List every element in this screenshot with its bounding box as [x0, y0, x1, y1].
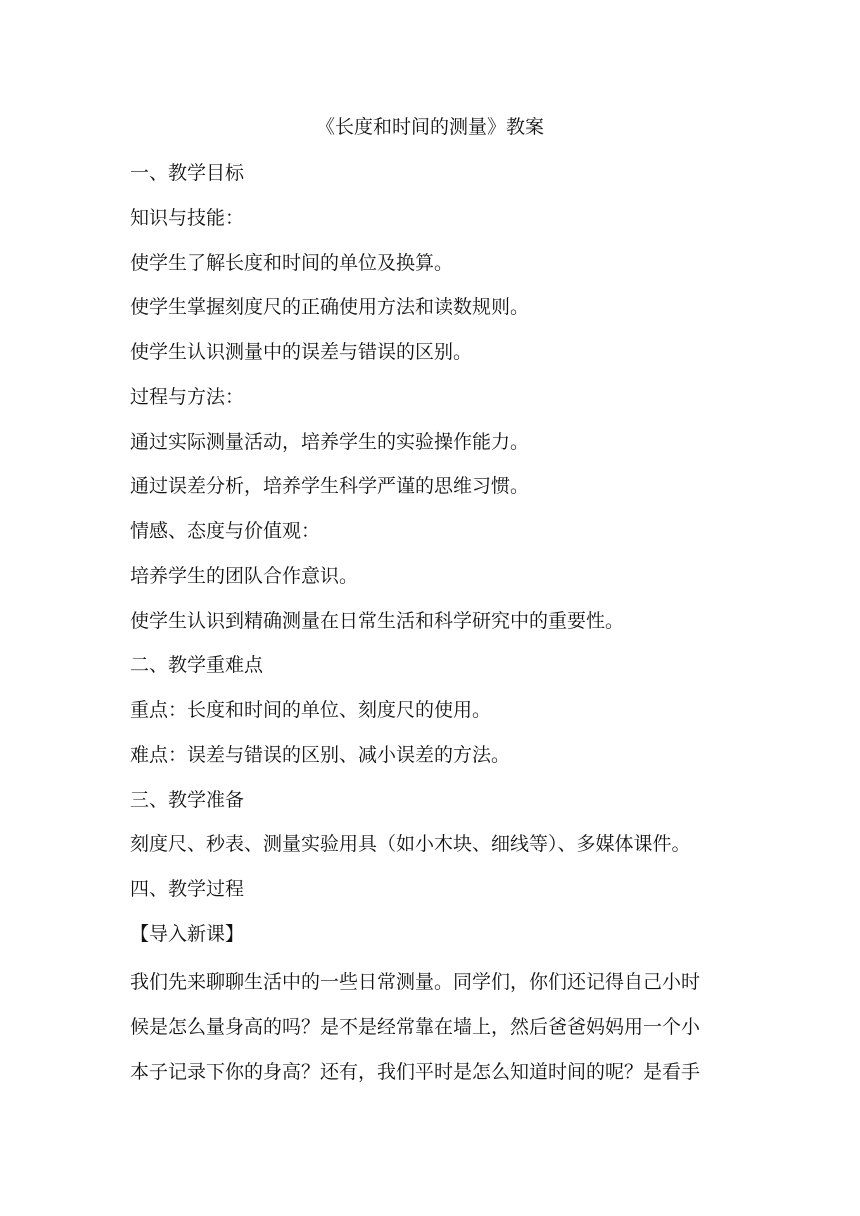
paragraph-line: 候是怎么量身高的吗？是不是经常靠在墙上，然后爸爸妈妈用一个小: [130, 1015, 701, 1038]
body-line: 使学生认识到精确测量在日常生活和科学研究中的重要性。: [130, 610, 625, 632]
body-line: 使学生掌握刻度尺的正确使用方法和读数规则。: [130, 296, 530, 318]
section-heading-process: 四、教学过程: [130, 878, 245, 900]
body-line: 通过误差分析，培养学生科学严谨的思维习惯。: [130, 475, 530, 497]
intro-paragraph: [130, 960, 738, 1094]
section-heading-objectives: 一、教学目标: [130, 162, 245, 184]
body-line: 难点：误差与错误的区别、减小误差的方法。: [130, 744, 511, 766]
section-heading-preparation: 三、教学准备: [130, 789, 245, 811]
paragraph-line: 我们先来聊聊生活中的一些日常测量。同学们，你们还记得自己小时: [130, 971, 701, 993]
subheading-knowledge-skills: 知识与技能：: [130, 207, 245, 229]
document-title: 《长度和时间的测量》教案: [315, 116, 544, 138]
subheading-introduction: 【导入新课】: [130, 923, 245, 945]
subheading-values: 情感、态度与价值观：: [130, 520, 321, 542]
body-line: 重点：长度和时间的单位、刻度尺的使用。: [130, 699, 492, 721]
subheading-process-methods: 过程与方法：: [130, 386, 245, 408]
section-heading-key-points: 二、教学重难点: [130, 654, 264, 676]
body-line: 通过实际测量活动，培养学生的实验操作能力。: [130, 431, 530, 453]
body-line: 培养学生的团队合作意识。: [130, 565, 359, 587]
body-line: 使学生了解长度和时间的单位及换算。: [130, 252, 454, 274]
paragraph-line: 本子记录下你的身高？还有，我们平时是怎么知道时间的呢？是看手: [130, 1060, 701, 1083]
body-line: 刻度尺、秒表、测量实验用具（如小木块、细线等）、多媒体课件。: [130, 833, 691, 855]
body-line: 使学生认识测量中的误差与错误的区别。: [130, 341, 473, 363]
